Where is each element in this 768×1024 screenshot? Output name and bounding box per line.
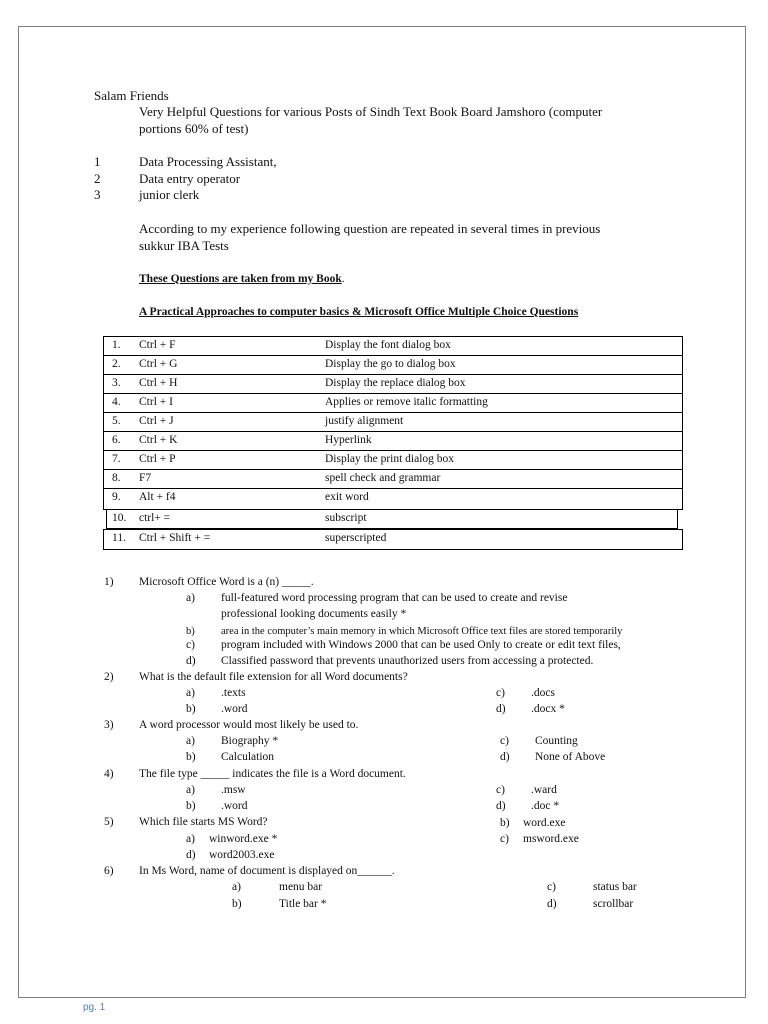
- table-row: [104, 375, 682, 394]
- row-description: subscript: [325, 512, 367, 524]
- table-row: [104, 432, 682, 451]
- row-number: 9.: [112, 491, 121, 503]
- option-letter: a): [186, 592, 195, 604]
- post-item: Data entry operator: [139, 171, 241, 186]
- option-letter: a): [186, 687, 195, 699]
- row-key: ctrl+ =: [139, 512, 171, 524]
- row-description: Display the font dialog box: [325, 339, 451, 351]
- question-number: 5): [104, 816, 114, 828]
- shortcut-row-11: [103, 529, 683, 550]
- table-row: [104, 337, 682, 356]
- book-title: A Practical Approaches to computer basics & Microsoft Office Multiple Choice Questions: [139, 306, 579, 318]
- row-number: 10.: [112, 512, 127, 524]
- option-letter: a): [186, 735, 195, 747]
- row-number: 11.: [112, 532, 126, 544]
- option-letter: d): [496, 703, 506, 715]
- option-text: .doc *: [531, 800, 560, 812]
- row-key: Ctrl + G: [139, 358, 178, 370]
- option-letter: b): [500, 817, 510, 829]
- post-number: 1: [94, 154, 101, 169]
- option-letter: c): [500, 833, 509, 845]
- table-row: [104, 413, 682, 432]
- option-text: .word: [221, 800, 248, 812]
- table-row: [104, 356, 682, 375]
- table-row: [104, 394, 682, 413]
- post-number: 3: [94, 187, 101, 202]
- row-description: spell check and grammar: [325, 472, 441, 484]
- row-description: Hyperlink: [325, 434, 372, 446]
- question-number: 4): [104, 768, 114, 780]
- option-text: word.exe: [523, 817, 566, 829]
- question-text: What is the default file extension for all Word documents?: [139, 671, 408, 683]
- question-text: Which file starts MS Word?: [139, 816, 268, 828]
- option-letter: b): [232, 898, 242, 910]
- option-letter: c): [496, 687, 505, 699]
- question-number: 1): [104, 576, 114, 588]
- row-description: Display the go to dialog box: [325, 358, 456, 370]
- question-number: 6): [104, 865, 114, 877]
- option-text: full-featured word processing program that can be used to create and revise: [221, 592, 568, 604]
- option-text: .texts: [221, 687, 246, 699]
- intro-line-1: Very Helpful Questions for various Posts of Sindh Text Book Board Jamshoro (computer: [139, 104, 603, 119]
- table-row: [104, 451, 682, 470]
- option-letter: b): [186, 800, 196, 812]
- greeting: Salam Friends: [94, 88, 169, 103]
- row-key: Ctrl + P: [139, 453, 176, 465]
- option-text: winword.exe *: [209, 833, 278, 845]
- option-letter: c): [500, 735, 509, 747]
- row-number: 6.: [112, 434, 121, 446]
- row-description: justify alignment: [325, 415, 404, 427]
- option-letter: d): [500, 751, 510, 763]
- row-key: Alt + f4: [139, 491, 176, 503]
- table-row: [104, 489, 682, 508]
- row-description: Display the print dialog box: [325, 453, 455, 465]
- option-text: program included with Windows 2000 that can be used Only to create or edit text files,: [221, 639, 621, 651]
- option-text: .docx *: [531, 703, 565, 715]
- row-key: Ctrl + J: [139, 415, 174, 427]
- row-number: 7.: [112, 453, 121, 465]
- row-description: Display the replace dialog box: [325, 377, 466, 389]
- page-number: pg. 1: [83, 1002, 106, 1013]
- option-letter: d): [547, 898, 557, 910]
- option-letter: b): [186, 626, 195, 637]
- row-description: Applies or remove italic formatting: [325, 396, 488, 408]
- option-text: area in the computer’s main memory in which Microsoft Office text files are stored temporarily: [221, 626, 623, 637]
- option-letter: d): [186, 849, 196, 861]
- post-item: Data Processing Assistant,: [139, 154, 277, 169]
- row-description: exit word: [325, 491, 369, 503]
- option-letter: c): [547, 881, 556, 893]
- option-text: .docs: [531, 687, 555, 699]
- option-letter: d): [186, 655, 196, 667]
- experience-line-1: According to my experience following question are repeated in several times in previous: [139, 221, 601, 236]
- book-note: [139, 271, 345, 287]
- row-key: F7: [139, 472, 152, 484]
- table-row: [104, 470, 682, 489]
- row-number: 4.: [112, 396, 121, 408]
- row-key: Ctrl + F: [139, 339, 176, 351]
- question-number: 3): [104, 719, 114, 731]
- option-text: .ward: [531, 784, 557, 796]
- row-number: 2.: [112, 358, 121, 370]
- question-text: A word processor would most likely be used to.: [139, 719, 359, 731]
- option-letter: b): [186, 751, 196, 763]
- post-item: junior clerk: [139, 187, 200, 202]
- experience-line-2: sukkur IBA Tests: [139, 238, 229, 253]
- book-note-suffix: .: [341, 273, 345, 285]
- row-number: 8.: [112, 472, 121, 484]
- option-text: .msw: [221, 784, 246, 796]
- option-text: scrollbar: [593, 898, 634, 910]
- row-number: 5.: [112, 415, 121, 427]
- option-text: msword.exe: [523, 833, 579, 845]
- option-letter: d): [496, 800, 506, 812]
- option-text: menu bar: [279, 881, 323, 893]
- question-text: The file type _____ indicates the file is a Word document.: [139, 768, 406, 780]
- intro-line-2: portions 60% of test): [139, 121, 249, 136]
- option-letter: c): [186, 639, 195, 651]
- option-text: None of Above: [535, 751, 606, 763]
- option-text: .word: [221, 703, 248, 715]
- option-letter: a): [186, 833, 195, 845]
- question-number: 2): [104, 671, 114, 683]
- row-key: Ctrl + K: [139, 434, 178, 446]
- option-letter: c): [496, 784, 505, 796]
- row-description: superscripted: [325, 532, 387, 544]
- post-number: 2: [94, 171, 101, 186]
- row-number: 1.: [112, 339, 121, 351]
- shortcut-row-10: [106, 509, 678, 529]
- option-letter: a): [186, 784, 195, 796]
- shortcut-table: [103, 336, 683, 510]
- option-text: Title bar *: [279, 898, 327, 910]
- option-text: Biography *: [221, 735, 279, 747]
- row-number: 3.: [112, 377, 121, 389]
- option-text: word2003.exe: [209, 849, 275, 861]
- book-note-text: These Questions are taken from my Book: [139, 273, 342, 285]
- option-letter: b): [186, 703, 196, 715]
- option-text: Calculation: [221, 751, 275, 763]
- row-key: Ctrl + Shift + =: [139, 532, 211, 544]
- question-text: In Ms Word, name of document is displayed on______.: [139, 865, 395, 877]
- option-letter: a): [232, 881, 241, 893]
- option-text: Classified password that prevents unauthorized users from accessing a protected.: [221, 655, 594, 667]
- option-text: Counting: [535, 735, 578, 747]
- question-text: Microsoft Office Word is a (n) _____.: [139, 576, 314, 588]
- row-key: Ctrl + I: [139, 396, 173, 408]
- option-text-continued: professional looking documents easily *: [221, 608, 407, 620]
- option-text: status bar: [593, 881, 637, 893]
- row-key: Ctrl + H: [139, 377, 178, 389]
